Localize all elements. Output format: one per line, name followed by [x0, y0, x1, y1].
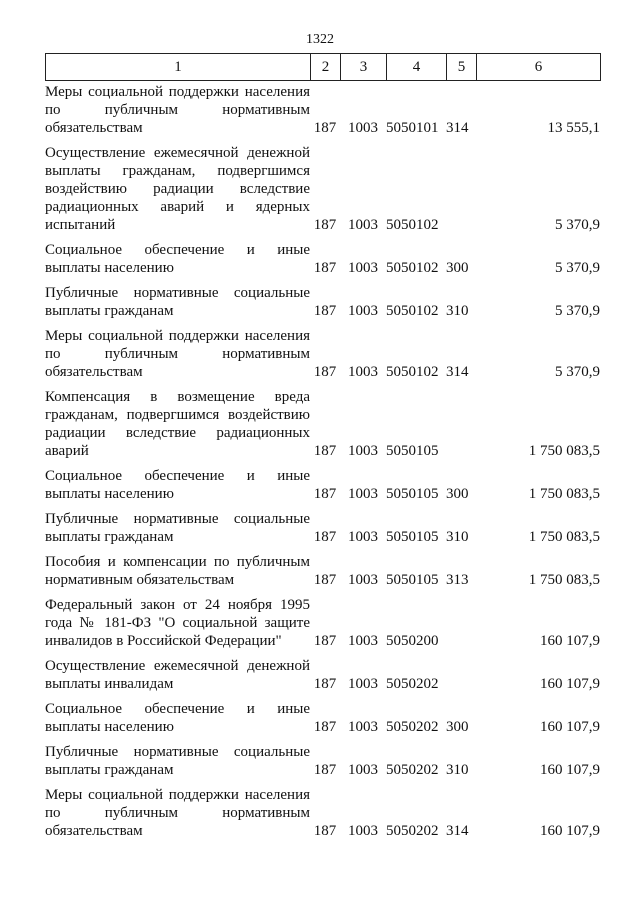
- header-cell-6: 6: [477, 54, 601, 81]
- row-description: Социальное обеспечение и иные выплаты населению: [45, 701, 310, 735]
- row-code-2: 187: [313, 364, 337, 380]
- row-code-5: 300: [446, 260, 469, 276]
- row-code-3: 1003: [348, 443, 378, 459]
- row-amount: 1 750 083,5: [528, 486, 600, 502]
- row-amount: 160 107,9: [540, 676, 600, 692]
- header-cell-3: 3: [341, 54, 387, 81]
- row-code-5: [446, 589, 476, 650]
- row-amount: 1 750 083,5: [528, 529, 600, 545]
- header-cell-1: 1: [46, 54, 311, 81]
- row-code-5: 300: [446, 719, 469, 735]
- row-code-3: 1003: [348, 303, 378, 319]
- row-description: Компенсация в возмещение вреда гражданам, подвергшимся воздействию радиации вследствие радиационных аварий: [45, 389, 310, 459]
- row-code-2: 187: [313, 572, 337, 588]
- row-description: Осуществление ежемесячной денежной выплаты гражданам, подвергшимся воздействию радиации вследствие радиационных аварий и ядерных испытаний: [45, 145, 310, 233]
- row-code-3: 1003: [348, 364, 378, 380]
- table-row: [45, 137, 600, 234]
- row-code-2: 187: [313, 120, 337, 136]
- row-description: Федеральный закон от 24 ноября 1995 года № 181-ФЗ "О социальной защите инвалидов в Российской Федерации": [45, 597, 310, 649]
- table-row: [45, 650, 600, 693]
- table-row: [45, 546, 600, 589]
- row-code-3: 1003: [348, 719, 378, 735]
- row-code-5: [446, 650, 476, 693]
- row-description: Публичные нормативные социальные выплаты гражданам: [45, 744, 310, 778]
- row-code-5: 310: [446, 303, 469, 319]
- row-description: Осуществление ежемесячной денежной выплаты инвалидам: [45, 658, 310, 692]
- row-code-4: 5050105: [386, 486, 439, 502]
- row-code-2: 187: [313, 762, 337, 778]
- row-code-4: 5050105: [386, 443, 439, 459]
- row-code-4: 5050105: [386, 529, 439, 545]
- row-code-2: 187: [313, 303, 337, 319]
- row-code-3: 1003: [348, 486, 378, 502]
- row-description: Социальное обеспечение и иные выплаты населению: [45, 242, 310, 276]
- row-code-2: 187: [313, 676, 337, 692]
- row-amount: 1 750 083,5: [528, 572, 600, 588]
- row-code-2: 187: [313, 217, 337, 233]
- row-amount: 160 107,9: [540, 633, 600, 649]
- row-code-3: 1003: [348, 217, 378, 233]
- row-code-2: 187: [313, 443, 337, 459]
- table-row: [45, 381, 600, 460]
- row-description: Публичные нормативные социальные выплаты гражданам: [45, 511, 310, 545]
- row-code-3: 1003: [348, 823, 378, 839]
- row-code-4: 5050101: [386, 120, 439, 136]
- row-code-4: 5050202: [386, 719, 439, 735]
- row-description: Публичные нормативные социальные выплаты гражданам: [45, 285, 310, 319]
- table-header: [45, 53, 601, 81]
- row-code-5: 313: [446, 572, 469, 588]
- row-code-5: 314: [446, 364, 469, 380]
- row-code-4: 5050102: [386, 364, 439, 380]
- row-code-5: 314: [446, 120, 469, 136]
- header-cell-2: 2: [311, 54, 341, 81]
- table-row: [45, 234, 600, 277]
- row-description: Социальное обеспечение и иные выплаты населению: [45, 468, 310, 502]
- table-row: [45, 320, 600, 381]
- row-code-3: 1003: [348, 260, 378, 276]
- table-row: [45, 779, 600, 840]
- table-row: [45, 503, 600, 546]
- row-code-2: 187: [313, 633, 337, 649]
- row-amount: 160 107,9: [540, 762, 600, 778]
- row-code-2: 187: [313, 823, 337, 839]
- row-code-3: 1003: [348, 676, 378, 692]
- row-code-5: [446, 137, 476, 234]
- row-code-4: 5050200: [386, 633, 439, 649]
- page-number: 1322: [306, 32, 334, 47]
- row-amount: 5 370,9: [555, 260, 600, 276]
- row-code-3: 1003: [348, 120, 378, 136]
- row-amount: 160 107,9: [540, 823, 600, 839]
- table-row: [45, 736, 600, 779]
- row-code-4: 5050102: [386, 217, 439, 233]
- row-code-2: 187: [313, 719, 337, 735]
- row-code-5: 310: [446, 762, 469, 778]
- row-code-2: 187: [313, 529, 337, 545]
- row-code-2: 187: [313, 486, 337, 502]
- row-code-4: 5050202: [386, 762, 439, 778]
- row-code-3: 1003: [348, 529, 378, 545]
- row-code-4: 5050102: [386, 260, 439, 276]
- row-code-4: 5050105: [386, 572, 439, 588]
- row-code-3: 1003: [348, 572, 378, 588]
- table-row: [45, 693, 600, 736]
- row-code-5: [446, 381, 476, 460]
- row-amount: 13 555,1: [547, 120, 600, 136]
- row-amount: 5 370,9: [555, 303, 600, 319]
- row-amount: 5 370,9: [555, 217, 600, 233]
- row-description: Меры социальной поддержки населения по публичным нормативным обязательствам: [45, 328, 310, 380]
- budget-table: [45, 83, 600, 840]
- table-row: [45, 277, 600, 320]
- table-body: [45, 83, 600, 840]
- row-code-3: 1003: [348, 633, 378, 649]
- row-code-5: 300: [446, 486, 469, 502]
- table-row: [45, 589, 600, 650]
- row-description: Меры социальной поддержки населения по публичным нормативным обязательствам: [45, 787, 310, 839]
- row-amount: 5 370,9: [555, 364, 600, 380]
- row-code-3: 1003: [348, 762, 378, 778]
- row-code-4: 5050202: [386, 676, 439, 692]
- row-code-5: 314: [446, 823, 469, 839]
- row-description: Меры социальной поддержки населения по публичным нормативным обязательствам: [45, 84, 310, 136]
- header-cell-5: 5: [447, 54, 477, 81]
- table-row: [45, 83, 600, 137]
- row-code-4: 5050102: [386, 303, 439, 319]
- row-amount: 1 750 083,5: [528, 443, 600, 459]
- row-code-5: 310: [446, 529, 469, 545]
- header-row: [46, 54, 601, 81]
- row-code-4: 5050202: [386, 823, 439, 839]
- table-row: [45, 460, 600, 503]
- header-cell-4: 4: [387, 54, 447, 81]
- row-description: Пособия и компенсации по публичным нормативным обязательствам: [45, 554, 310, 588]
- row-code-2: 187: [313, 260, 337, 276]
- row-amount: 160 107,9: [540, 719, 600, 735]
